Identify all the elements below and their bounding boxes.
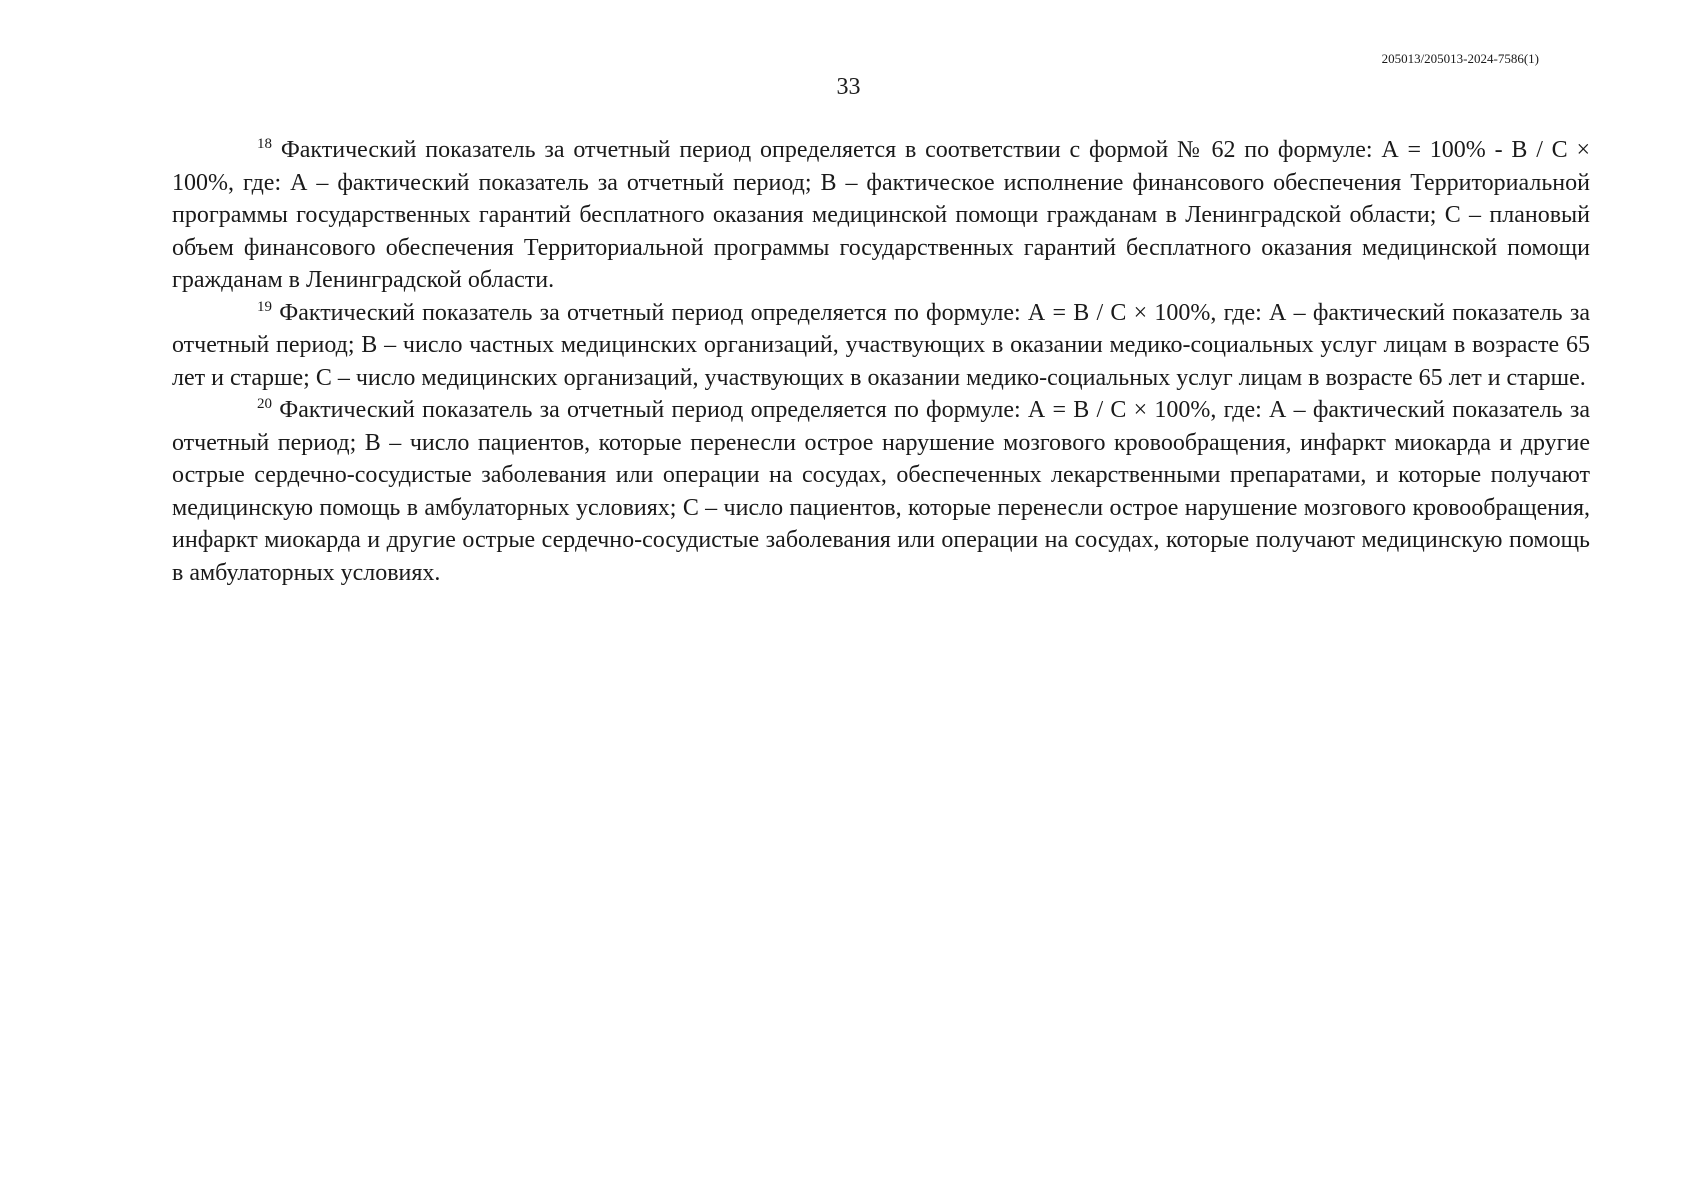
footnote-marker: 20	[257, 396, 272, 412]
footnote-marker: 18	[257, 136, 272, 152]
footnote-18	[172, 134, 1590, 297]
footnote-text: Фактический показатель за отчетный период определяется по формуле: А = В / С × 100%, где: А – фактический показатель за отчетный период; В – число частных медицинских организаций, участвующих в оказании медико-социальных услуг лицам в возрасте 65 лет и старше; С – число медицинских организаций, участвующих в оказании медико-социальных услуг лицам в возрасте 65 лет и старше.	[172, 299, 1590, 391]
document-id: 205013/205013-2024-7586(1)	[1381, 51, 1539, 66]
footnotes-section	[172, 134, 1590, 589]
page-number: 33	[836, 74, 861, 100]
footnote-19	[172, 297, 1590, 395]
footnote-text: Фактический показатель за отчетный период определяется в соответствии с формой № 62 по формуле: А = 100% - В / С × 100%, где: А – фактический показатель за отчетный период; В – фактическое исполнение финансового обеспечения Территориальной программы государственных гарантий бесплатного оказания медицинской помощи гражданам в Ленинградской области; С – плановый объем финансового обеспечения Территориальной программы государственных гарантий бесплатного оказания медицинской помощи гражданам в Ленинградской области.	[172, 137, 1591, 293]
footnote-text: Фактический показатель за отчетный период определяется по формуле: А = В / С × 100%, где: А – фактический показатель за отчетный период; В – число пациентов, которые перенесли острое нарушение мозгового кровообращения, инфаркт миокарда и другие острые сердечно-сосудистые заболевания или операции на сосудах, обеспеченных лекарственными препаратами, и которые получают медицинскую помощь в амбулаторных условиях; С – число пациентов, которые перенесли острое нарушение мозгового кровообращения, инфаркт миокарда и другие острые сердечно-сосудистые заболевания или операции на сосудах, которые получают медицинскую помощь в амбулаторных условиях.	[172, 397, 1590, 586]
footnote-marker: 19	[257, 298, 272, 315]
footnote-20	[172, 394, 1590, 589]
